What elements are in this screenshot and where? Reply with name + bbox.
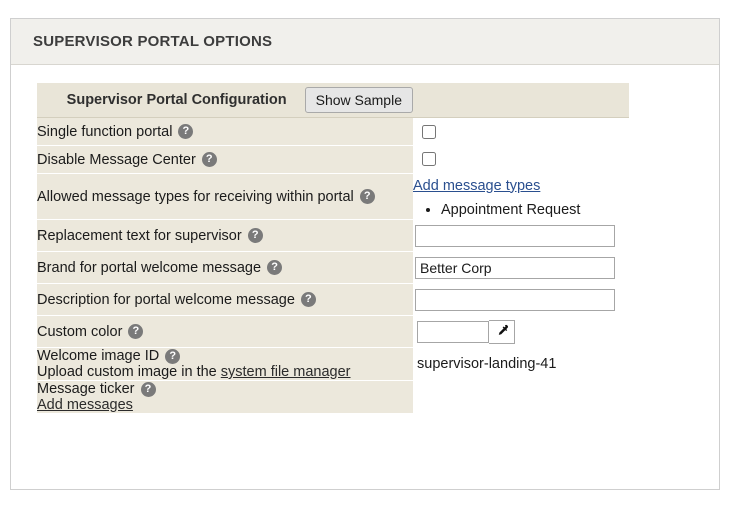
label-cell-description-welcome-message [37, 284, 413, 316]
label-cell-replacement-text [37, 220, 413, 252]
table-row-welcome-image-id [37, 348, 629, 381]
system-file-manager-link[interactable]: system file manager [220, 364, 351, 380]
label-text: Welcome image ID [37, 348, 160, 364]
table-header-title-cell [37, 83, 413, 118]
field-cell-brand-welcome-message [413, 252, 629, 284]
custom-color-input[interactable] [417, 321, 489, 343]
label-text: Disable Message Center [37, 151, 196, 168]
table-header-title: Supervisor Portal Configuration [66, 92, 287, 108]
table-row-description-welcome-message [37, 284, 629, 316]
supervisor-portal-configuration-table [37, 83, 629, 414]
label-single-function-portal [37, 124, 413, 140]
label-custom-color [37, 324, 413, 340]
label-description-for-portal-welcome-message [37, 292, 413, 308]
label-cell-brand-welcome-message [37, 252, 413, 284]
label-cell-disable-message-center [37, 146, 413, 174]
help-icon[interactable]: ? [165, 349, 180, 364]
label-text: Custom color [37, 323, 123, 340]
custom-color-control [415, 320, 629, 344]
table-row-disable-message-center [37, 146, 629, 174]
help-icon[interactable]: ? [202, 152, 217, 167]
welcome-image-upload-hint [37, 364, 413, 380]
label-message-ticker [37, 381, 413, 397]
help-icon[interactable]: ? [267, 260, 282, 275]
supervisor-portal-options-panel [10, 18, 720, 490]
panel-body [11, 65, 719, 414]
table-header-spacer-cell [413, 83, 629, 118]
eyedropper-icon[interactable] [489, 320, 515, 344]
label-brand-for-portal-welcome-message [37, 260, 413, 276]
field-cell-welcome-image-id [413, 348, 629, 381]
help-icon[interactable]: ? [141, 382, 156, 397]
label-text: Message ticker [37, 381, 135, 397]
label-cell-message-ticker [37, 381, 413, 414]
page-title: SUPERVISOR PORTAL OPTIONS [33, 33, 273, 50]
allowed-message-types-list [413, 200, 629, 220]
field-cell-single-function-portal [413, 118, 629, 146]
label-welcome-image-id [37, 348, 413, 364]
disable-message-center-checkbox[interactable] [422, 152, 436, 166]
label-allowed-message-types [37, 189, 413, 205]
description-welcome-message-input[interactable] [415, 289, 615, 311]
upload-hint-text: Upload custom image in the [37, 364, 221, 380]
label-text: Description for portal welcome message [37, 291, 295, 308]
label-cell-custom-color [37, 316, 413, 348]
help-icon[interactable]: ? [248, 228, 263, 243]
help-icon[interactable]: ? [128, 324, 143, 339]
label-disable-message-center [37, 152, 413, 168]
label-cell-allowed-message-types [37, 174, 413, 220]
replacement-text-input[interactable] [415, 225, 615, 247]
table-row-allowed-message-types [37, 174, 629, 220]
label-text: Brand for portal welcome message [37, 259, 262, 276]
field-cell-description-welcome-message [413, 284, 629, 316]
list-item: • Appointment Request [441, 200, 629, 220]
table-row-message-ticker [37, 381, 629, 414]
table-row-custom-color [37, 316, 629, 348]
brand-welcome-message-input[interactable] [415, 257, 615, 279]
field-cell-allowed-message-types [413, 174, 629, 220]
field-cell-replacement-text [413, 220, 629, 252]
field-cell-custom-color [413, 316, 629, 348]
add-messages-link[interactable]: Add messages [37, 397, 133, 413]
table-header-row [37, 83, 629, 118]
show-sample-button[interactable]: Show Sample [305, 87, 413, 113]
panel-header [11, 19, 719, 65]
label-text: Single function portal [37, 123, 173, 140]
welcome-image-id-value: supervisor-landing-41 [417, 356, 557, 372]
add-message-types-link[interactable]: Add message types [413, 177, 541, 194]
table-row-replacement-text [37, 220, 629, 252]
help-icon[interactable]: ? [301, 292, 316, 307]
help-icon[interactable]: ? [178, 124, 193, 139]
label-cell-single-function-portal [37, 118, 413, 146]
field-cell-message-ticker [413, 381, 629, 414]
help-icon[interactable]: ? [360, 189, 375, 204]
label-replacement-text-for-supervisor [37, 228, 413, 244]
label-text: Allowed message types for receiving within portal [37, 188, 354, 205]
message-ticker-actions [37, 397, 413, 413]
single-function-portal-checkbox[interactable] [422, 125, 436, 139]
table-row-brand-welcome-message [37, 252, 629, 284]
field-cell-disable-message-center [413, 146, 629, 174]
label-cell-welcome-image-id [37, 348, 413, 381]
table-row-single-function-portal [37, 118, 629, 146]
label-text: Replacement text for supervisor [37, 227, 242, 244]
